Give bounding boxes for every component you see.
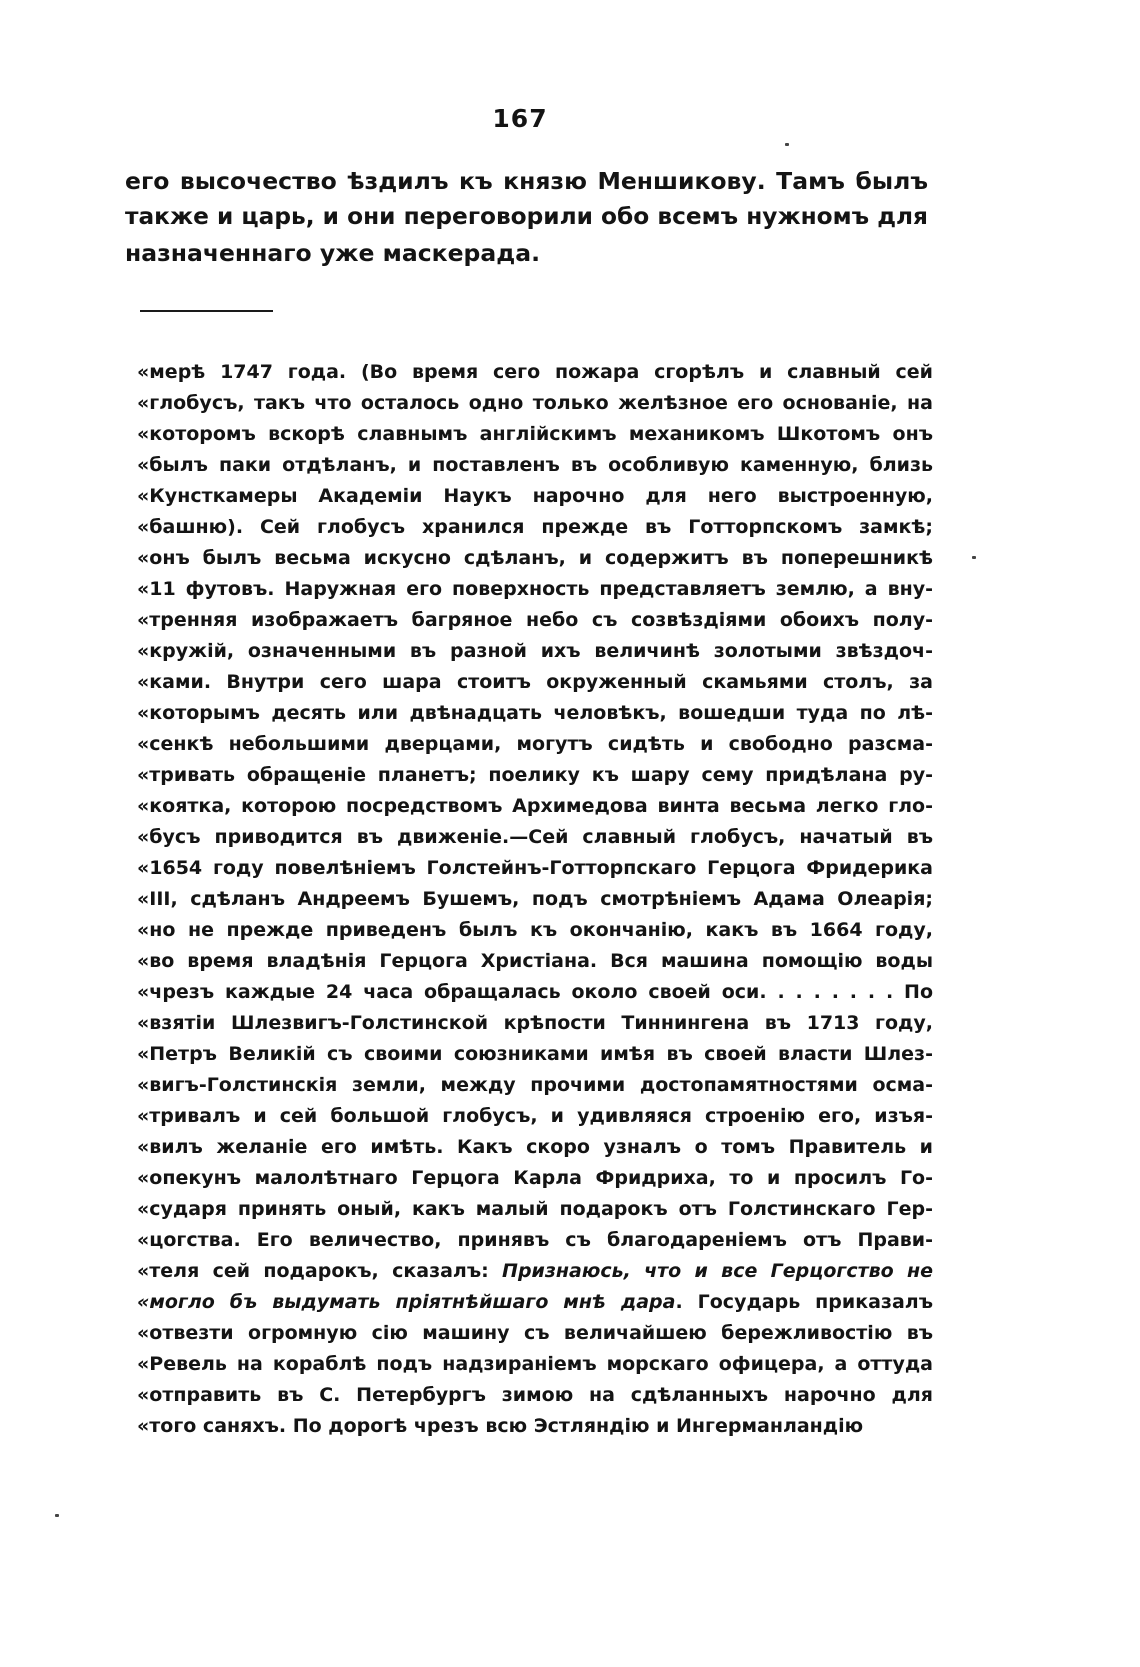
quoted-phrase: «могло бъ выдумать пріятнѣйшаго мнѣ дара (137, 1291, 676, 1313)
footnote-line-text: . Государь приказалъ (675, 1291, 933, 1313)
quoted-phrase: Признаюсь, что и все Герцогство не (502, 1260, 933, 1282)
footnote-line: «Кунсткамеры Академіи Наукъ нарочно для него выстроенную, (137, 485, 933, 507)
footnote-line: «ками. Внутри сего шара стоитъ окруженный скамьями столъ, за (137, 671, 933, 693)
footnote-line: «тривать обращеніе планетъ; поелику къ шару сему придѣлана ру- (137, 764, 933, 786)
footnote-line: «11 футовъ. Наружная его поверхность представляетъ землю, а вну- (137, 578, 933, 600)
footnote-line: «того саняхъ. По дорогѣ чрезъ всю Эстляндію и Ингерманландію (137, 1415, 864, 1437)
print-speck (785, 143, 789, 146)
footnote-line: «Ревель на кораблѣ подъ надзираніемъ морскаго офицера, а оттуда (137, 1353, 933, 1375)
footnote-line: «сударя принять оный, какъ малый подарокъ отъ Голстинскаго Гер- (137, 1198, 933, 1220)
footnote-line: «тривалъ и сей большой глобусъ, и удивляяся строенію его, изъя- (137, 1105, 933, 1127)
footnote-line (137, 1287, 933, 1318)
footnote-line: «вилъ желаніе его имѣть. Какъ скоро узналъ о томъ Правитель и (137, 1136, 933, 1158)
footnote-separator-rule (140, 310, 273, 312)
footnote-line: «Петръ Великій съ своими союзниками имѣя въ своей власти Шлез- (137, 1043, 933, 1065)
footnote-line-text: «теля сей подарокъ, сказалъ: (137, 1260, 503, 1282)
main-text-line: назначеннаго уже маскерада. (125, 239, 541, 267)
footnote-line: «сенкѣ небольшими дверцами, могутъ сидѣть и свободно разсма- (137, 733, 933, 755)
footnote-line: «цогства. Его величество, принявъ съ благодареніемъ отъ Прави- (137, 1229, 933, 1251)
footnote-line: «тренняя изображаетъ багряное небо съ созвѣздіями обоихъ полу- (137, 609, 933, 631)
print-speck (972, 556, 976, 559)
footnote-line: «опекунъ малолѣтнаго Герцога Карла Фридриха, то и просилъ Го- (137, 1167, 933, 1189)
footnote-line: «чрезъ каждые 24 часа обращалась около своей оси. . . . . . . . По (137, 981, 933, 1003)
footnote-line: «башню). Сей глобусъ хранился прежде въ Готторпскомъ замкѣ; (137, 516, 933, 538)
footnote-line: «былъ паки отдѣланъ, и поставленъ въ особливую каменную, близь (137, 454, 933, 476)
footnote-line: «коятка, которою посредствомъ Архимедова винта весьма легко гло- (137, 795, 933, 817)
footnote-line: «III, сдѣланъ Андреемъ Бушемъ, подъ смотрѣніемъ Адама Олеарія; (137, 888, 933, 910)
footnote-line: «вигъ-Голстинскія земли, между прочими достопамятностями осма- (137, 1074, 933, 1096)
main-text-paragraph (125, 163, 928, 271)
footnote-line: «кружій, означенными въ разной ихъ величинѣ золотыми звѣздоч- (137, 640, 933, 662)
footnote-line: «взятіи Шлезвигъ-Голстинской крѣпости Тиннингена въ 1713 году, (137, 1012, 933, 1034)
footnote-line: «бусъ приводится въ движеніе.—Сей славный глобусъ, начатый въ (137, 826, 933, 848)
print-speck (55, 1514, 59, 1517)
footnote-line: «отвезти огромную сію машину съ величайшею бережливостію въ (137, 1322, 933, 1344)
footnote-line: «во время владѣнія Герцога Христіана. Вся машина помощію воды (137, 950, 933, 972)
footnote-line: «мерѣ 1747 года. (Во время сего пожара сгорѣлъ и славный сей (137, 361, 933, 383)
footnote-line: «которомъ вскорѣ славнымъ англійскимъ механикомъ Шкотомъ онъ (137, 423, 933, 445)
footnote-line: «отправить въ С. Петербургъ зимою на сдѣланныхъ нарочно для (137, 1384, 933, 1406)
footnote-line (137, 1256, 933, 1287)
page-number: 167 (492, 104, 548, 133)
footnote-line: «1654 году повелѣніемъ Голстейнъ-Готторпскаго Герцога Фридерика (137, 857, 933, 879)
footnote-line: «но не прежде приведенъ былъ къ окончанію, какъ въ 1664 году, (137, 919, 933, 941)
main-text-line: также и царь, и они переговорили обо всемъ нужномъ для (125, 203, 928, 230)
footnote-line: «глобусъ, такъ что осталось одно только желѣзное его основаніе, на (137, 392, 933, 414)
footnote-paragraph (137, 357, 933, 1442)
main-text-line: его высочество ѣздилъ къ князю Меншикову. Тамъ былъ (125, 167, 928, 195)
footnote-line: «которымъ десять или двѣнадцать человѣкъ, вошедши туда по лѣ- (137, 702, 933, 724)
footnote-line: «онъ былъ весьма искусно сдѣланъ, и содержитъ въ поперешникѣ (137, 547, 933, 569)
